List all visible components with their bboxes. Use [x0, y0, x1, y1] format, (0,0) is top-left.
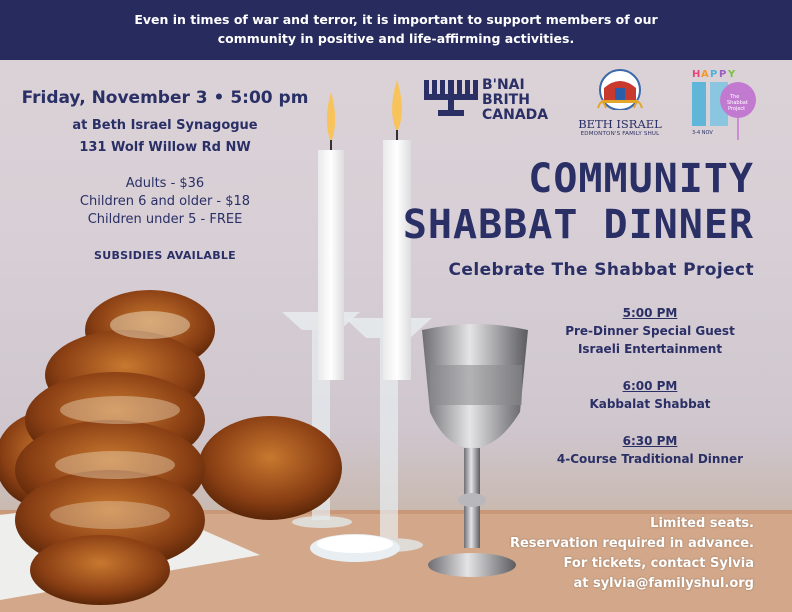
reservation-info [510, 514, 754, 594]
event-title [403, 156, 754, 248]
contact-email[interactable]: at sylvia@familyshul.org [573, 576, 754, 591]
svg-text:Project: Project [728, 106, 746, 112]
schedule-time: 6:00 PM [622, 379, 678, 393]
bnai-line-1: B'NAI [482, 77, 525, 93]
bnai-line-3: CANADA [482, 107, 549, 123]
svg-text:P: P [710, 69, 718, 80]
footer-line-2: Reservation required in advance. [509, 536, 754, 551]
event-subtitle: Celebrate The Shabbat Project [448, 260, 754, 280]
schedule-desc: 4-Course Traditional Dinner [556, 452, 744, 466]
title-line-2: SHABBAT DINNER [402, 202, 754, 248]
schedule-time: 5:00 PM [622, 306, 678, 320]
event-address: 131 Wolf Willow Rd NW [79, 140, 251, 155]
flame-right-icon [392, 80, 402, 132]
event-date: Friday, November 3 • 5:00 pm [21, 88, 309, 108]
shabbat-project-logo [690, 68, 760, 146]
footer-line-1: Limited seats. [650, 516, 754, 531]
schedule [540, 305, 760, 488]
beth-israel-logo [575, 68, 665, 148]
schedule-desc: Pre-Dinner Special Guest [565, 324, 735, 338]
svg-text:Y: Y [728, 69, 736, 80]
svg-text:The: The [730, 94, 740, 100]
svg-text:Shabbat: Shabbat [727, 100, 748, 106]
price-list [0, 175, 330, 229]
event-venue: at Beth Israel Synagogue [72, 118, 258, 133]
bnai-line-2: BRITH [482, 92, 530, 108]
price-under-5: Children under 5 - FREE [87, 212, 243, 227]
schedule-item [540, 433, 760, 468]
banner-line-2: community in positive and life-affirming activities. [217, 31, 575, 46]
event-details [0, 88, 330, 262]
synagogue-icon [592, 68, 648, 110]
price-adults: Adults - $36 [125, 176, 205, 191]
price-children: Children 6 and older - $18 [79, 194, 251, 209]
banner-line-1: Even in times of war and terror, it is important to support members of our [134, 12, 658, 27]
title-line-1: COMMUNITY [528, 156, 754, 202]
shabbat-project-dates: 3-4 NOV [692, 130, 713, 136]
svg-text:P: P [719, 69, 727, 80]
footer-line-3: For tickets, contact Sylvia [563, 556, 754, 571]
schedule-item [540, 305, 760, 358]
beth-israel-name: BETH ISRAEL [578, 117, 662, 131]
schedule-time: 6:30 PM [622, 434, 678, 448]
subsidies-note: SUBSIDIES AVAILABLE [93, 249, 236, 262]
schedule-desc: Israeli Entertainment [577, 342, 723, 356]
schedule-item [540, 378, 760, 413]
svg-text:A: A [701, 69, 709, 80]
bnai-brith-logo [424, 78, 554, 126]
schedule-desc: Kabbalat Shabbat [589, 397, 711, 411]
happy-word: H [692, 69, 701, 80]
beth-israel-tagline: EDMONTON'S FAMILY SHUL [580, 131, 660, 137]
menorah-icon [424, 78, 478, 122]
top-banner [0, 0, 792, 60]
